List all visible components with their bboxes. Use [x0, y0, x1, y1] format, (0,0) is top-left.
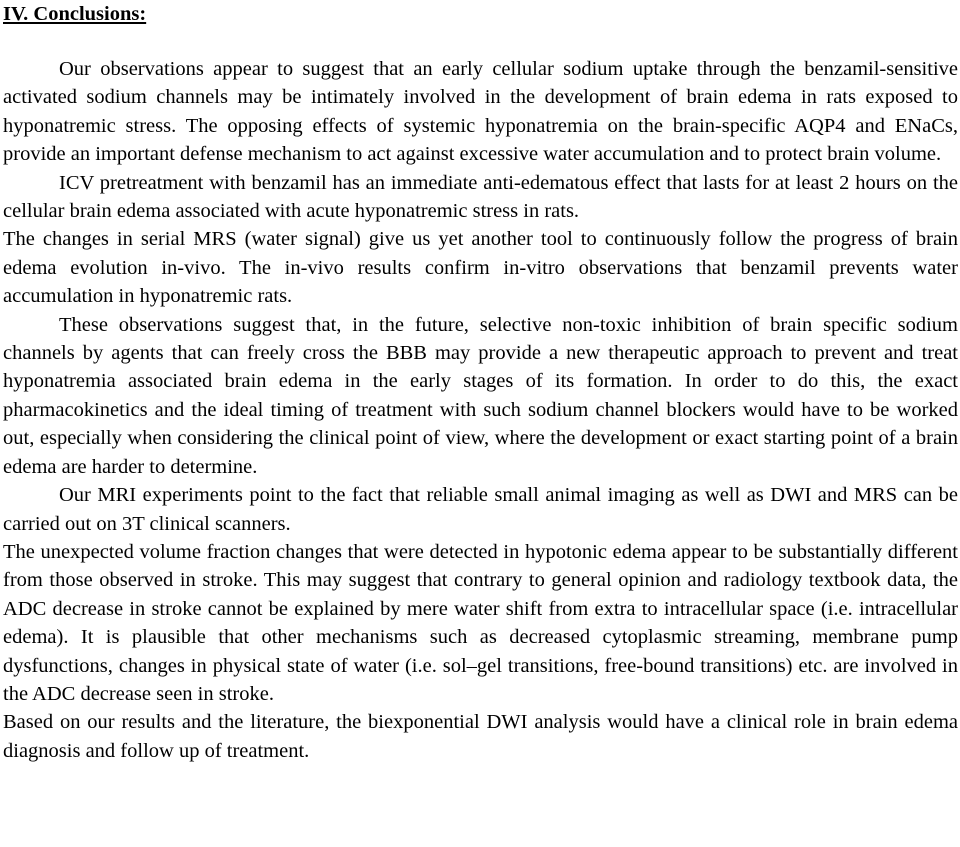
paragraph-mri-experiments: Our MRI experiments point to the fact that reliable small animal imaging as well as DWI and MRS can be carried out on 3T clinical scanners. — [3, 484, 958, 535]
paragraph-biexponential-dwi: Based on our results and the literature, the biexponential DWI analysis would have a clinical role in brain edema diagnosis and follow up of treatment. — [3, 711, 958, 762]
paragraph-future-inhibition: These observations suggest that, in the future, selective non-toxic inhibition of brain specific sodium channels by agents that can freely cross the BBB may provide a new therapeutic approach to prevent and treat hyponatremia associated brain edema in the early stages of its formation. In order to do this, the exact pharmacokinetics and the ideal timing of treatment with such sodium channel blockers would have to be worked out, especially when considering the clinical point of view, where the development or exact starting point of a brain edema are harder to determine. — [3, 313, 958, 478]
paragraph-mrs-changes: The changes in serial MRS (water signal) give us yet another tool to continuously follow the progress of brain edema evolution in-vivo. The in-vivo results confirm in-vitro observations that benzamil prevents water accumulation in hyponatremic rats. — [3, 228, 958, 308]
heading-spacer — [3, 28, 958, 55]
section-heading: IV. Conclusions: — [3, 3, 147, 25]
document-page — [3, 0, 958, 765]
paragraph-sodium-uptake: Our observations appear to suggest that an early cellular sodium uptake through the benzamil-sensitive activated sodium channels may be intimately involved in the development of brain edema in rats exposed to hyponatremic stress. The opposing effects of systemic hyponatremia on the brain-specific AQP4 and ENaCs, provide an important defense mechanism to act against excessive water accumulation and to protect brain volume. — [3, 58, 958, 166]
paragraph-icv-pretreatment: ICV pretreatment with benzamil has an immediate anti-edematous effect that lasts for at least 2 hours on the cellular brain edema associated with acute hyponatremic stress in rats. — [3, 171, 958, 223]
paragraph-volume-fraction: The unexpected volume fraction changes that were detected in hypotonic edema appear to be substantially different from those observed in stroke. This may suggest that contrary to general opinion and radiology textbook data, the ADC decrease in stroke cannot be explained by mere water shift from extra to intracellular space (i.e. intracellular edema). It is plausible that other mechanisms such as decreased cytoplasmic streaming, membrane pump dysfunctions, changes in physical state of water (i.e. sol–gel transitions, free-bound transitions) etc. are involved in the ADC decrease seen in stroke. — [3, 540, 958, 705]
